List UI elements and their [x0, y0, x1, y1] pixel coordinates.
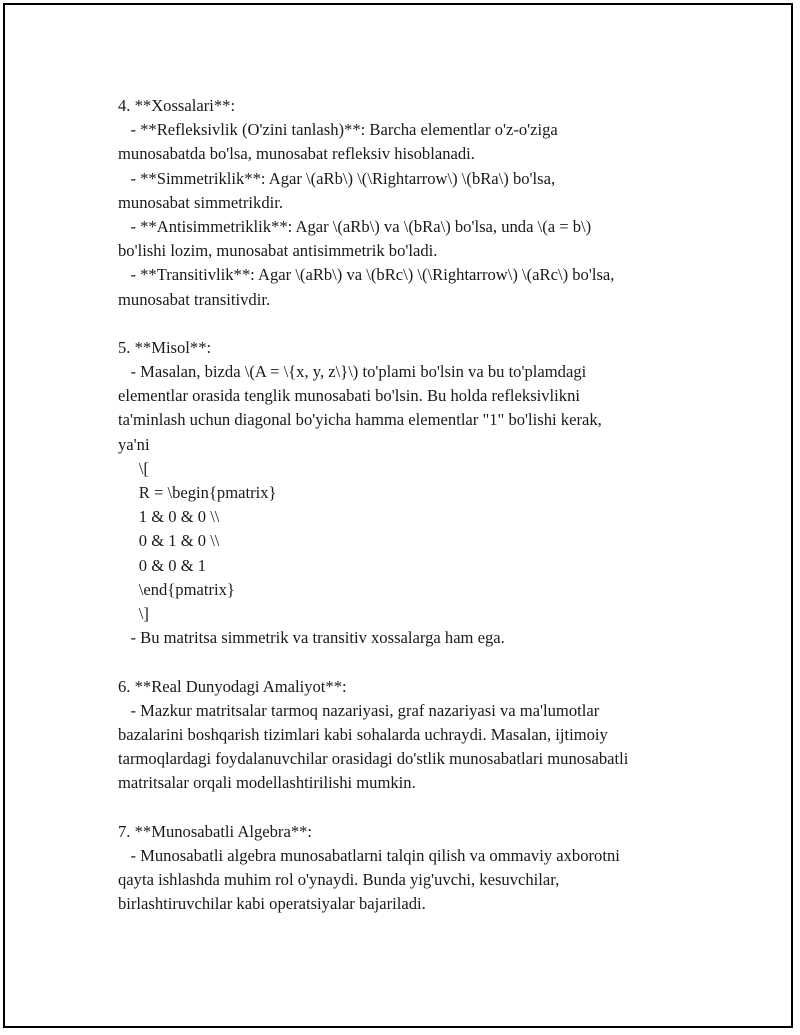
- example-item-cont-2: ta'minlash uchun diagonal bo'yicha hamma elementlar "1" bo'lishi kerak,: [118, 410, 602, 430]
- matrix-close: \]: [118, 603, 149, 623]
- antisymmetry-item-cont: bo'lishi lozim, munosabat antisimmetrik bo'ladi.: [118, 241, 438, 261]
- algebra-item-cont-1: qayta ishlashda muhim rol o'ynaydi. Bunda yig'uvchi, kesuvchilar,: [118, 870, 560, 889]
- example-conclusion: - Bu matritsa simmetrik va transitiv xossalarga ham ega.: [118, 628, 505, 648]
- transitivity-item: - **Transitivlik**: Agar \(aRb\) va \(bRc\) \(\Rightarrow\) \(aRc\) bo'lsa,: [118, 265, 615, 285]
- section-7-heading: 7. **Munosabatli Algebra**:: [118, 821, 313, 841]
- spacer: [118, 312, 698, 336]
- section-4-heading: 4. **Xossalari**:: [118, 96, 236, 115]
- example-item-cont-3: ya'ni: [118, 434, 150, 454]
- matrix-row-2: 0 & 1 & 0 \\: [118, 531, 220, 551]
- antisymmetry-item: - **Antisimmetriklik**: Agar \(aRb\) va \(bRa\) bo'lsa, unda \(a = b\): [118, 216, 592, 236]
- practice-item-cont-3: matritsalar orqali modellashtirilishi mumkin.: [118, 773, 416, 793]
- algebra-item: - Munosabatli algebra munosabatlarni talqin qilish va ommaviy axborotni: [118, 845, 620, 865]
- practice-item-cont-2: tarmoqlardagi foydalanuvchilar orasidagi do'stlik munosabatlari munosabatli: [118, 749, 629, 769]
- symmetry-item-cont: munosabat simmetrikdir.: [118, 192, 283, 212]
- reflexivity-item-cont: munosabatda bo'lsa, munosabat refleksiv hisoblanadi.: [118, 144, 475, 164]
- practice-item-cont-1: bazalarini boshqarish tizimlari kabi sohalarda uchraydi. Masalan, ijtimoiy: [118, 724, 608, 744]
- symmetry-item: - **Simmetriklik**: Agar \(aRb\) \(\Rightarrow\) \(bRa\) bo'lsa,: [118, 168, 556, 188]
- algebra-item-cont-2: birlashtiruvchilar kabi operatsiyalar bajariladi.: [118, 894, 426, 914]
- matrix-row-1: 1 & 0 & 0 \\: [118, 507, 220, 527]
- spacer: [118, 795, 698, 819]
- practice-item: - Mazkur matritsalar tarmoq nazariyasi, graf nazariyasi va ma'lumotlar: [118, 700, 600, 720]
- reflexivity-item: - **Refleksivlik (O'zini tanlash)**: Barcha elementlar o'z-o'ziga: [118, 120, 558, 140]
- matrix-row-3: 0 & 0 & 1: [118, 555, 207, 575]
- matrix-begin: R = \begin{pmatrix}: [118, 483, 277, 502]
- transitivity-item-cont: munosabat transitivdir.: [118, 289, 271, 309]
- matrix-open: \[: [118, 458, 149, 478]
- document-body: [118, 94, 698, 916]
- example-item: - Masalan, bizda \(A = \{x, y, z\}\) to'plami bo'lsin va bu to'plamdagi: [118, 362, 587, 382]
- spacer: [118, 650, 698, 674]
- section-6-heading: 6. **Real Dunyodagi Amaliyot**:: [118, 676, 347, 696]
- matrix-end: \end{pmatrix}: [118, 579, 235, 599]
- section-5-heading: 5. **Misol**:: [118, 337, 212, 357]
- example-item-cont-1: elementlar orasida tenglik munosabati bo'lsin. Bu holda refleksivlikni: [118, 386, 580, 406]
